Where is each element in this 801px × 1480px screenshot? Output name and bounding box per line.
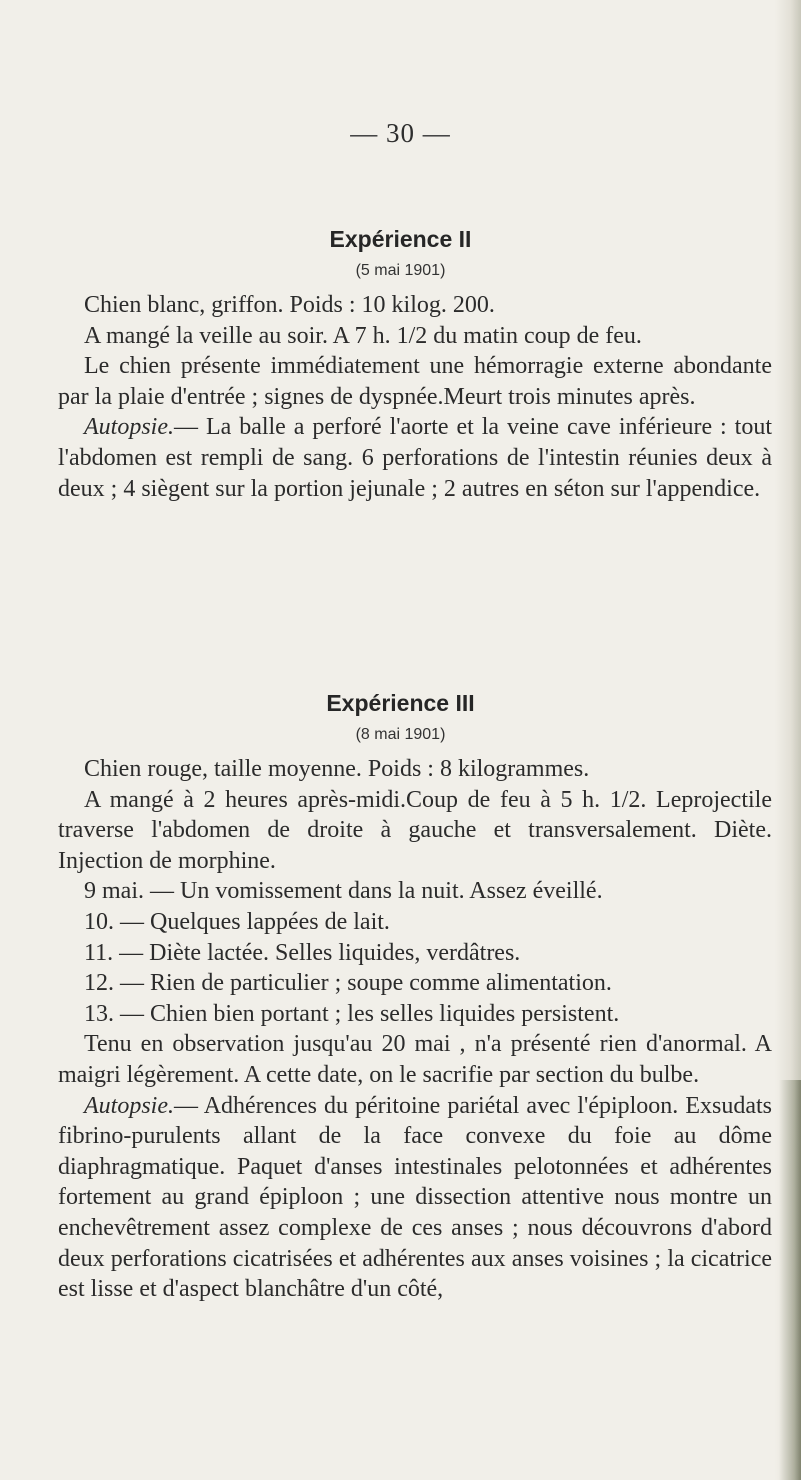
experience-3-paragraph: Tenu en observation jusqu'au 20 mai , n'a présenté rien d'anormal. A maigri légèrement. A cette date, on le sacrifie par section du bulbe. bbox=[58, 1031, 772, 1088]
autopsy-text: — Adhérences du péritoine pariétal avec l'épiploon. Exsudats fibrino-purulents allant de la face convexe du foie au dôme diaphragmatique. Paquet d'anses intestinales pelotonnées et adhérentes fortement au grand épiploon ; une dissection attentive nous montre un enchevêtrement assez complexe de ces anses ; nous découvrons d'abord deux perforations cicatrisées et adhérentes aux anses voisines ; la cicatrice est lisse et d'aspect blanchâtre d'un côté, bbox=[58, 1092, 772, 1303]
experience-3-paragraph: 9 mai. — Un vomissement dans la nuit. Assez éveillé. bbox=[84, 878, 603, 905]
experience-3-paragraph: 10. — Quelques lappées de lait. bbox=[84, 908, 390, 935]
experience-2-body bbox=[58, 290, 772, 504]
experience-2-paragraph: Chien blanc, griffon. Poids : 10 kilog. 200. bbox=[84, 292, 495, 318]
experience-3-autopsy bbox=[58, 1091, 772, 1305]
experience-3-body bbox=[58, 754, 772, 1305]
experience-3-title: Expérience III bbox=[326, 690, 475, 716]
experience-3-paragraph: 12. — Rien de particulier ; soupe comme alimentation. bbox=[84, 970, 612, 997]
experience-3-paragraph: 11. — Diète lactée. Selles liquides, verdâtres. bbox=[84, 939, 521, 966]
experience-2-autopsy bbox=[58, 412, 772, 504]
autopsy-text: — La balle a perforé l'aorte et la veine cave inférieure : tout l'abdomen est rempli de sang. 6 perforations de l'intestin réunies deux à deux ; 4 siègent sur la portion jejunale ; 2 autres en séton sur l'appendice. bbox=[58, 414, 772, 502]
experience-3-paragraph: A mangé à 2 heures après-midi.Coup de feu à 5 h. 1/2. Leprojectile traverse l'abdomen de droite à gauche et transversalement. Diète. Injection de morphine. bbox=[58, 786, 772, 874]
autopsy-label: Autopsie. bbox=[84, 414, 174, 441]
page-number: — 30 — bbox=[350, 118, 451, 148]
experience-3-paragraph: 13. — Chien bien portant ; les selles liquides persistent. bbox=[84, 1000, 620, 1027]
experience-2-paragraph: Le chien présente immédiatement une hémorragie externe abondante par la plaie d'entrée ; signes de dyspnée.Meurt trois minutes après. bbox=[58, 353, 772, 410]
experience-2-paragraph: A mangé la veille au soir. A 7 h. 1/2 du matin coup de feu. bbox=[84, 322, 642, 349]
page-edge-stain bbox=[779, 1080, 801, 1480]
autopsy-label: Autopsie. bbox=[84, 1092, 174, 1119]
experience-3-date: (8 mai 1901) bbox=[355, 726, 446, 743]
experience-2-title: Expérience II bbox=[329, 226, 472, 252]
experience-2-date: (5 mai 1901) bbox=[355, 262, 446, 279]
experience-3-paragraph: Chien rouge, taille moyenne. Poids : 8 kilogrammes. bbox=[84, 756, 590, 782]
